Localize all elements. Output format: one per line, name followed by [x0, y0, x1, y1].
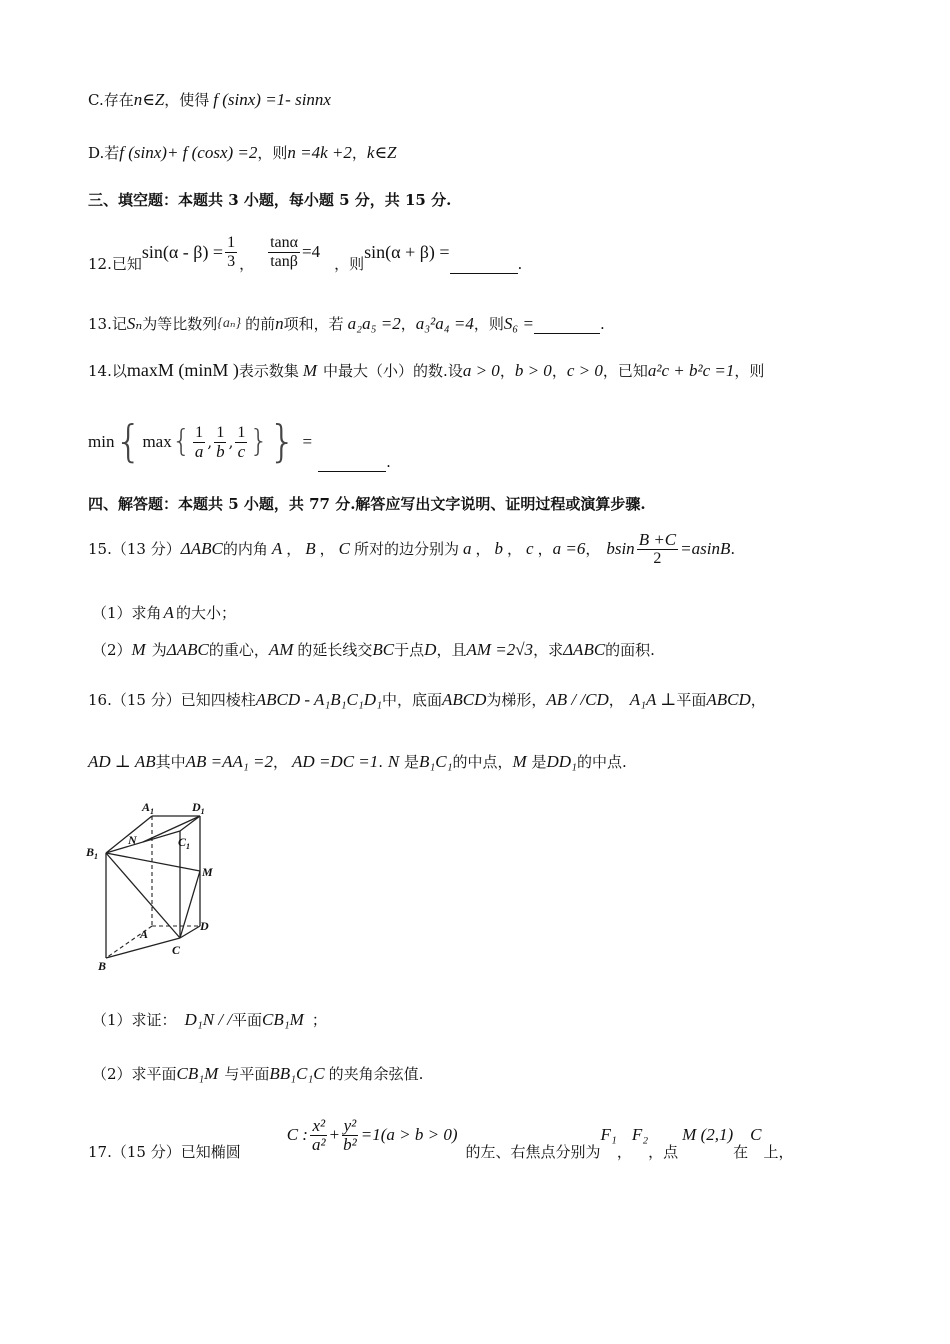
edge-b1-c: [106, 853, 180, 938]
fraction-one-third: $\frac{1}{3}$: [227, 233, 236, 270]
section-4-heading: 四、解答题：本题共 5 小题，共 77 分.解答应写出文字说明、证明过程或演算步骤.: [88, 495, 646, 513]
edge-b-c: [106, 938, 180, 958]
question-16-part-1: （1）求证： D₁N / /平面CB₁M ；: [92, 1010, 327, 1029]
fraction-1-over-b: $\frac{1}{b}$: [216, 423, 225, 461]
label-b1: $B_1$: [86, 845, 99, 861]
prism-figure: [84, 798, 224, 978]
section-3-heading: 三、填空题：本题共 3 小题，每小题 5 分，共 15 分.: [88, 191, 452, 209]
question-16-part-2: （2）求平面CB₁M 与平面BB₁C₁C 的夹角余弦值.: [92, 1064, 424, 1083]
question-15: 15.（13 分） ΔABC 的内角 A ， B ， C 所对的边分别为 a ， b ， c ， a =6 ， bsin $\frac{B +C}{2}$ =asinB .: [88, 529, 736, 567]
question-16: 16.（15 分）已知四棱柱ABCD - A₁B₁C₁D₁中，底面ABCD为梯形，AB / /CD， A₁A ⊥平面ABCD，: [88, 690, 766, 709]
question-13: 13.记 Sₙ 为等比数列 {aₙ} 的前 n 项和，若 a₂a₅ =2 ， a₃²a₄ =4 ，则 S₆ = .: [88, 314, 605, 333]
label-d: D: [200, 919, 209, 933]
label-b: B: [98, 959, 107, 973]
fraction-tan-ratio: $\frac{\tan\alpha}{\tan\beta}$: [270, 233, 299, 270]
option-d: D.若f (sinx)+ f (cosx) =2，则n =4k +2，k∈Z: [88, 143, 397, 162]
question-12: 12.已知 sin(α - β) = $\frac{1}{3}$ ， $\frac{\tan\alpha}{\tan\beta}$ =4 ，则 sin(α + β) = .: [88, 233, 523, 273]
label-a1: $A_1$: [142, 800, 155, 816]
fraction-x2-a2: $\frac{\text{x²}}{\text{a²}}$: [311, 1115, 326, 1154]
answer-blank-12[interactable]: [450, 257, 518, 274]
label-n: N: [128, 833, 137, 847]
question-14-expression: min { max { $\frac{1}{a}$ , $\frac{1}{b}$ , $\frac{1}{c}$ } } = .: [88, 416, 391, 471]
fraction-1-over-a: $\frac{1}{a}$: [194, 423, 204, 461]
label-c: C: [172, 943, 181, 957]
answer-blank-13[interactable]: [534, 317, 600, 334]
label-m: M: [202, 865, 213, 879]
question-15-part-1: （1）求角 A 的大小；: [92, 603, 236, 622]
fraction-1-over-c: $\frac{1}{c}$: [237, 423, 246, 461]
option-c: C.存在n∈Z，使得 f (sinx) =1- sinnx: [88, 90, 331, 109]
label-c1: $C_1$: [178, 835, 191, 851]
fraction-y2-b2: $\frac{\text{y²}}{\text{b²}}$: [343, 1115, 357, 1154]
label-a: A: [140, 927, 149, 941]
question-15-part-2: （2）M 为ΔABC的重心，AM 的延长线交BC于点D，且AM =2√3，求ΔABC的面积.: [92, 640, 655, 659]
label-d1: $D_1$: [192, 800, 205, 816]
fraction-b-plus-c-over-2: $\frac{B +C}{2}$: [638, 529, 677, 567]
question-14: 14.以maxM (minM )表示数集 M 中最大（小）的数.设a > 0，b > 0，c > 0，已知a²c + b²c =1，则: [88, 360, 765, 380]
question-17: 17.（15 分）已知椭圆 C : $\frac{\text{x²}}{\text{a²}}$ + $\frac{\text{y²}}{\text{b²}}$ =1(a > b > 0) 的左、右焦点分别为 F₁ ， F₂ ，点 M (2,1) 在 C 上，: [88, 1115, 794, 1161]
question-16-line-2: AD ⊥ AB其中AB =AA₁ =2， AD =DC =1. N 是B₁C₁的中点，M 是DD₁的中点.: [88, 752, 627, 771]
answer-blank-14[interactable]: [318, 455, 386, 472]
